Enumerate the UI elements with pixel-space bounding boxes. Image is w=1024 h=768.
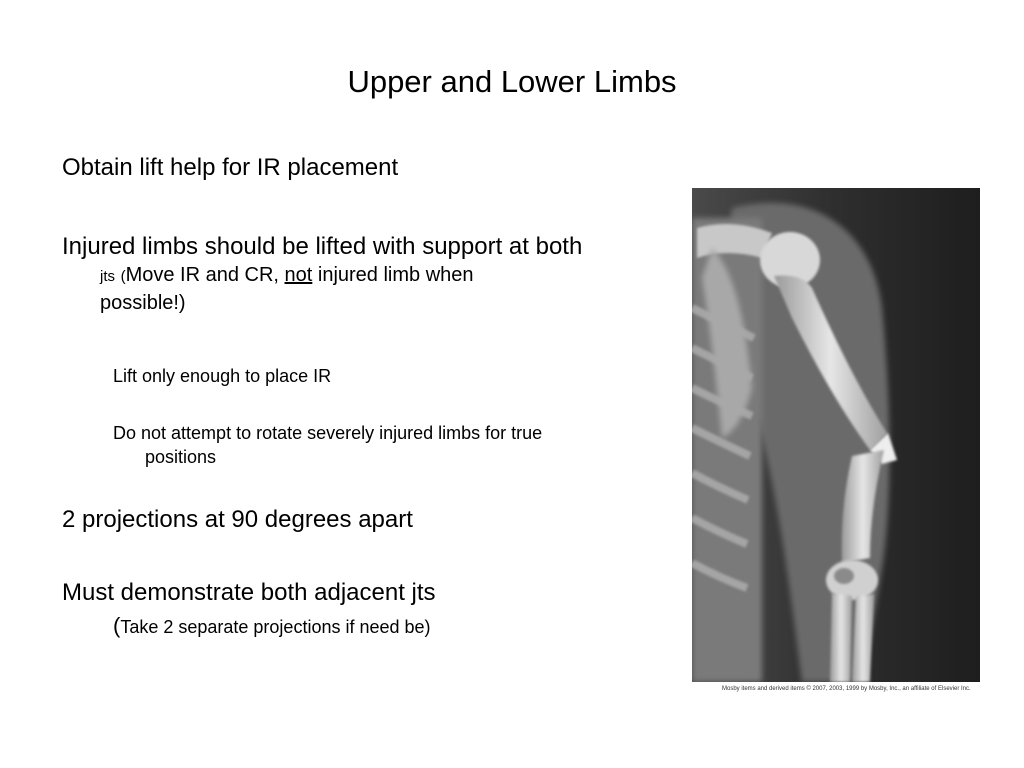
sub-bullet-do-not-rotate-line1: Do not attempt to rotate severely injured limbs for true — [113, 423, 543, 443]
injured-limb-text: injured limb when — [317, 264, 474, 286]
xray-image — [692, 188, 980, 682]
jts-label: jts — [100, 268, 115, 285]
bullet-two-projections: 2 projections at 90 degrees apart — [62, 506, 413, 533]
xray-arm-fracture-illustration — [692, 188, 980, 682]
possible-text: possible!) — [100, 292, 186, 314]
sub-bullet-lift-only: Lift only enough to place IR — [113, 366, 332, 386]
bullet-injured-limbs-continuation — [62, 262, 632, 317]
paren-open-2: ( — [113, 613, 121, 638]
bullet-adjacent-joints: Must demonstrate both adjacent jts — [62, 579, 436, 606]
not-underlined: not — [284, 264, 313, 286]
image-credit: Mosby items and derived items © 2007, 2003, 1999 by Mosby, Inc., an affiliate of Elsevier Inc. — [722, 686, 971, 692]
sub-bullet-do-not-rotate — [113, 421, 633, 469]
bullet-injured-limbs — [62, 232, 632, 317]
bullet-injured-limbs-main: Injured limbs should be lifted with support at both — [62, 233, 583, 260]
sub-bullet-separate-projections — [113, 614, 633, 639]
paren-open: ( — [120, 268, 126, 285]
sub-bullet-do-not-rotate-line2: positions — [145, 447, 217, 467]
bullet-lift-help: Obtain lift help for IR placement — [62, 154, 399, 181]
slide-title: Upper and Lower Limbs — [347, 64, 677, 99]
separate-projections-text: Take 2 separate projections if need be) — [120, 617, 431, 637]
move-ir-text: Move IR and CR, — [125, 264, 279, 286]
